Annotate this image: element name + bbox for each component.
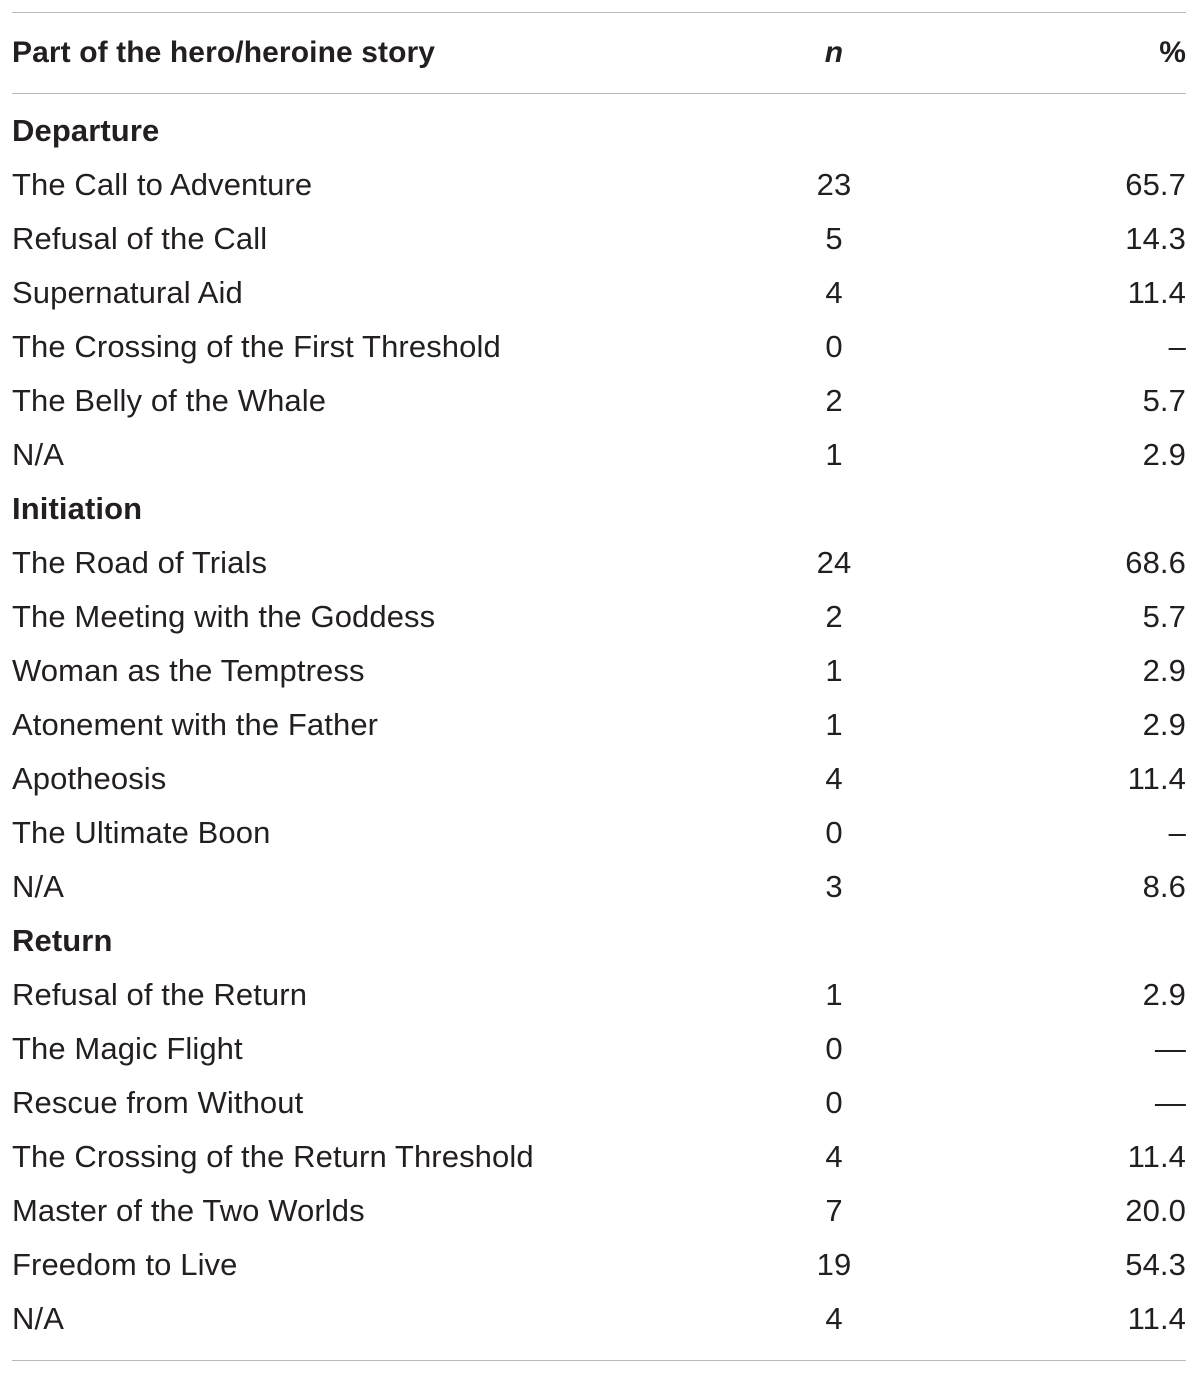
row-label: Master of the Two Worlds [12, 1193, 365, 1228]
section-row-departure [12, 104, 1186, 158]
table-header-row [12, 13, 1186, 93]
section-row-initiation [12, 482, 1186, 536]
row-n: 0 [825, 1031, 843, 1066]
row-percent: — [1154, 1085, 1186, 1120]
row-percent: 2.9 [1142, 977, 1186, 1012]
row-label: N/A [12, 1301, 64, 1336]
table-row [12, 212, 1186, 266]
header-n: n [824, 36, 844, 69]
row-n: 1 [825, 977, 843, 1012]
table-row [12, 1022, 1186, 1076]
row-n: 19 [816, 1247, 852, 1282]
row-percent: 8.6 [1142, 869, 1186, 904]
row-n: 3 [825, 869, 843, 904]
row-label: The Ultimate Boon [12, 815, 271, 850]
header-part: Part of the hero/heroine story [12, 36, 436, 69]
table-row [12, 1076, 1186, 1130]
row-n: 7 [825, 1193, 843, 1228]
row-n: 5 [825, 221, 843, 256]
table-row [12, 266, 1186, 320]
row-percent: 11.4 [1127, 761, 1186, 796]
table-row [12, 536, 1186, 590]
row-label: Supernatural Aid [12, 275, 243, 310]
table-row [12, 860, 1186, 914]
table-row [12, 1292, 1186, 1346]
row-percent: 2.9 [1142, 653, 1186, 688]
row-n: 1 [825, 653, 843, 688]
row-label: Freedom to Live [12, 1247, 238, 1282]
row-n: 23 [816, 167, 852, 202]
row-n: 0 [825, 1085, 843, 1120]
section-title: Initiation [12, 491, 143, 526]
row-label: N/A [12, 869, 64, 904]
row-percent: – [1168, 329, 1186, 364]
row-label: Apotheosis [12, 761, 167, 796]
row-percent: 2.9 [1142, 707, 1186, 742]
table-row [12, 752, 1186, 806]
table-row [12, 320, 1186, 374]
section-row-return [12, 914, 1186, 968]
row-label: Refusal of the Call [12, 221, 268, 256]
table-row [12, 1130, 1186, 1184]
row-label: Woman as the Temptress [12, 653, 365, 688]
row-n: 4 [825, 275, 843, 310]
row-percent: 5.7 [1142, 383, 1186, 418]
row-n: 2 [825, 599, 843, 634]
bottom-rule [12, 1360, 1186, 1361]
table-body [12, 104, 1186, 1346]
row-percent: 5.7 [1142, 599, 1186, 634]
section-title: Departure [12, 113, 160, 148]
table-row [12, 644, 1186, 698]
table-row [12, 374, 1186, 428]
row-percent: 14.3 [1125, 221, 1186, 256]
row-label: Refusal of the Return [12, 977, 308, 1012]
table-row [12, 158, 1186, 212]
row-percent: 54.3 [1125, 1247, 1186, 1282]
row-n: 1 [825, 437, 843, 472]
row-label: Rescue from Without [12, 1085, 304, 1120]
table-row [12, 698, 1186, 752]
row-label: The Call to Adventure [12, 167, 313, 202]
row-percent: – [1168, 815, 1186, 850]
row-percent: 20.0 [1125, 1193, 1186, 1228]
header-percent: % [1159, 36, 1186, 69]
row-label: The Magic Flight [12, 1031, 243, 1066]
row-label: The Crossing of the Return Threshold [12, 1139, 534, 1174]
row-percent: 68.6 [1125, 545, 1186, 580]
row-percent: 11.4 [1127, 1139, 1186, 1174]
row-percent: 11.4 [1127, 275, 1186, 310]
table-row [12, 1184, 1186, 1238]
row-n: 4 [825, 1301, 843, 1336]
row-label: N/A [12, 437, 64, 472]
row-percent: — [1154, 1031, 1186, 1066]
row-n: 0 [825, 329, 843, 364]
table-row [12, 1238, 1186, 1292]
row-percent: 65.7 [1125, 167, 1186, 202]
row-label: The Road of Trials [12, 545, 268, 580]
row-n: 1 [825, 707, 843, 742]
row-n: 2 [825, 383, 843, 418]
row-label: The Crossing of the First Threshold [12, 329, 501, 364]
table-row [12, 590, 1186, 644]
row-n: 4 [825, 1139, 843, 1174]
hero-story-table [12, 12, 1186, 1361]
row-label: The Belly of the Whale [12, 383, 327, 418]
row-label: The Meeting with the Goddess [12, 599, 436, 634]
table-row [12, 968, 1186, 1022]
row-n: 4 [825, 761, 843, 796]
row-percent: 2.9 [1142, 437, 1186, 472]
row-label: Atonement with the Father [12, 707, 379, 742]
row-n: 0 [825, 815, 843, 850]
section-title: Return [12, 923, 113, 958]
table-row [12, 806, 1186, 860]
row-n: 24 [816, 545, 852, 580]
table-row [12, 428, 1186, 482]
row-percent: 11.4 [1127, 1301, 1186, 1336]
